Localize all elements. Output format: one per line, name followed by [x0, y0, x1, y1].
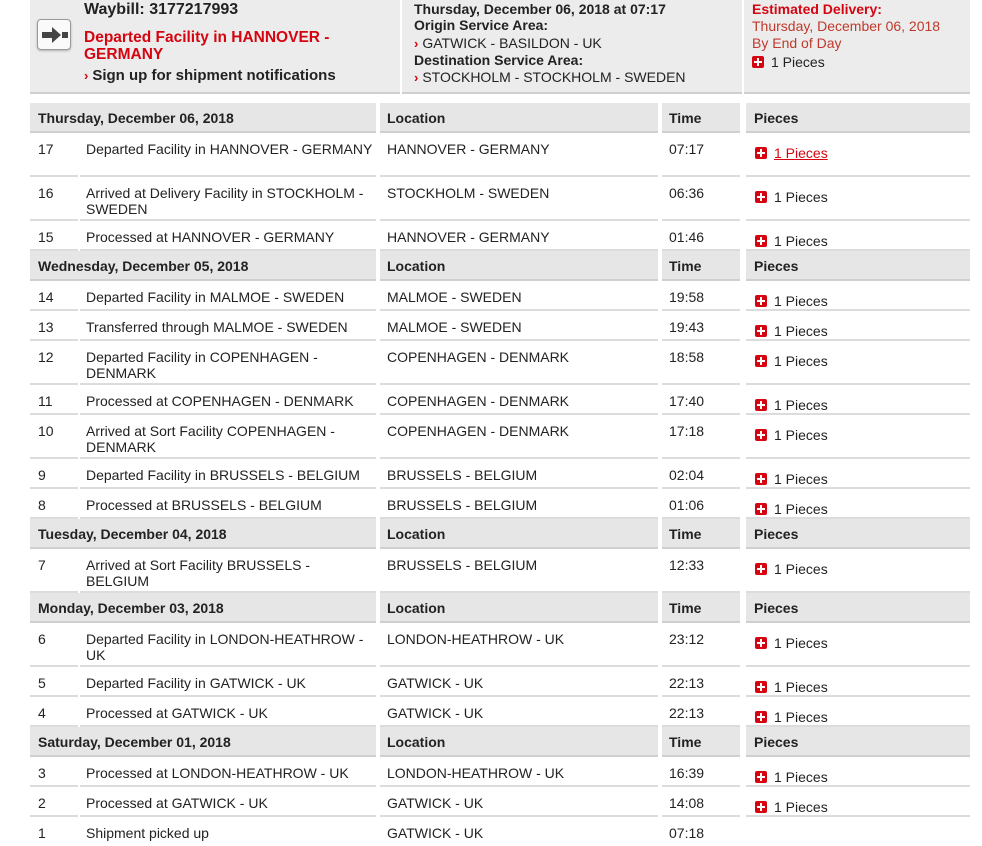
- event-row: [30, 489, 970, 519]
- event-pieces[interactable]: [746, 133, 970, 177]
- event-pieces[interactable]: [746, 415, 970, 459]
- event-number: 5: [30, 667, 78, 697]
- expand-plus-icon[interactable]: [755, 147, 767, 159]
- expand-plus-icon[interactable]: [755, 325, 767, 337]
- column-header-pieces: Pieces: [746, 519, 970, 549]
- expand-plus-icon[interactable]: [755, 711, 767, 723]
- column-header-time: Time: [662, 519, 740, 549]
- pieces-count: 1 Pieces: [774, 323, 828, 339]
- expand-plus-icon[interactable]: [755, 637, 767, 649]
- event-time: 16:39: [662, 757, 740, 787]
- pieces-count: 1 Pieces: [774, 769, 828, 785]
- column-header-pieces: Pieces: [746, 727, 970, 757]
- pieces-count: 1 Pieces: [774, 233, 828, 249]
- event-number: 15: [30, 221, 78, 251]
- event-number: 6: [30, 623, 78, 667]
- pieces-count: 1 Pieces: [774, 709, 828, 725]
- column-header-location: Location: [380, 593, 658, 623]
- event-time: 23:12: [662, 623, 740, 667]
- event-time: 22:13: [662, 667, 740, 697]
- event-time: 01:46: [662, 221, 740, 251]
- event-number: 9: [30, 459, 78, 489]
- expand-plus-icon[interactable]: [755, 563, 767, 575]
- event-number: 11: [30, 385, 78, 415]
- pieces-count: 1 Pieces: [774, 799, 828, 815]
- signup-notifications-link[interactable]: › Sign up for shipment notifications: [84, 67, 336, 84]
- event-pieces[interactable]: [746, 281, 970, 311]
- destination-label: Destination Service Area:: [414, 52, 584, 68]
- pieces-count: 1 Pieces: [774, 397, 828, 413]
- pieces-count: 1 Pieces: [774, 561, 828, 577]
- expand-plus-icon[interactable]: [752, 56, 764, 68]
- estimated-delivery-time: By End of Day: [752, 35, 842, 51]
- event-number: 13: [30, 311, 78, 341]
- event-number: 7: [30, 549, 78, 593]
- event-location: GATWICK - UK: [387, 825, 484, 841]
- shipment-summary: [30, 0, 970, 94]
- event-row: [30, 667, 970, 697]
- event-location: GATWICK - UK: [380, 667, 658, 697]
- event-pieces[interactable]: [746, 623, 970, 667]
- event-pieces[interactable]: [746, 787, 970, 817]
- event-description: Arrived at Sort Facility BRUSSELS - BELGIUM: [80, 549, 376, 593]
- event-time: 07:18: [669, 825, 705, 841]
- summary-icon-column: [30, 0, 76, 94]
- column-header-time: Time: [662, 593, 740, 623]
- expand-plus-icon[interactable]: [755, 771, 767, 783]
- event-number: 8: [30, 489, 78, 519]
- event-time: 02:04: [662, 459, 740, 489]
- expand-plus-icon[interactable]: [755, 503, 767, 515]
- summary-delivery-column: [746, 0, 970, 94]
- event-location: MALMOE - SWEDEN: [380, 311, 658, 341]
- day-date: Monday, December 03, 2018: [30, 593, 376, 623]
- day-date: Saturday, December 01, 2018: [30, 727, 376, 757]
- day-header-row: [30, 593, 970, 623]
- expand-plus-icon[interactable]: [755, 801, 767, 813]
- day-header-row: [30, 103, 970, 133]
- event-description: Processed at LONDON-HEATHROW - UK: [80, 757, 376, 787]
- pieces-count: 1 Pieces: [774, 635, 828, 651]
- event-location: COPENHAGEN - DENMARK: [380, 385, 658, 415]
- expand-plus-icon[interactable]: [755, 473, 767, 485]
- event-number: 17: [30, 133, 78, 177]
- event-row: [30, 311, 970, 341]
- event-pieces[interactable]: [746, 385, 970, 415]
- pieces-count: 1 Pieces: [774, 471, 828, 487]
- day-header-row: [30, 727, 970, 757]
- day-header-row: [30, 251, 970, 281]
- event-location: LONDON-HEATHROW - UK: [380, 623, 658, 667]
- arrow-right-icon: [37, 19, 71, 50]
- summary-pieces[interactable]: 1 Pieces: [752, 54, 825, 70]
- event-row: [30, 757, 970, 787]
- event-row: [30, 459, 970, 489]
- event-location: COPENHAGEN - DENMARK: [380, 415, 658, 459]
- event-row: [30, 787, 970, 817]
- event-description: Processed at BRUSSELS - BELGIUM: [80, 489, 376, 519]
- event-time: 06:36: [662, 177, 740, 221]
- event-description: Departed Facility in COPENHAGEN - DENMARK: [80, 341, 376, 385]
- expand-plus-icon[interactable]: [755, 191, 767, 203]
- chevron-right-icon: ›: [414, 36, 419, 51]
- event-pieces[interactable]: [746, 311, 970, 341]
- event-row: [30, 341, 970, 385]
- event-location: HANNOVER - GERMANY: [380, 133, 658, 177]
- event-row: [30, 281, 970, 311]
- day-date: Thursday, December 06, 2018: [30, 103, 376, 133]
- column-header-pieces: Pieces: [746, 251, 970, 281]
- column-header-pieces: Pieces: [746, 593, 970, 623]
- event-number: 14: [30, 281, 78, 311]
- event-row: [30, 549, 970, 593]
- event-description: Processed at COPENHAGEN - DENMARK: [80, 385, 376, 415]
- event-time: 12:33: [662, 549, 740, 593]
- event-time: 01:06: [662, 489, 740, 519]
- event-description: Arrived at Delivery Facility in STOCKHOLM - SWEDEN: [80, 177, 376, 221]
- event-location: MALMOE - SWEDEN: [380, 281, 658, 311]
- event-description: Shipment picked up: [86, 825, 209, 841]
- event-description: Departed Facility in GATWICK - UK: [80, 667, 376, 697]
- event-number: 16: [30, 177, 78, 221]
- event-number: 10: [30, 415, 78, 459]
- event-pieces[interactable]: [746, 341, 970, 385]
- event-number: 3: [30, 757, 78, 787]
- expand-plus-icon[interactable]: [755, 399, 767, 411]
- event-location: LONDON-HEATHROW - UK: [380, 757, 658, 787]
- expand-plus-icon[interactable]: [755, 681, 767, 693]
- event-time: 17:40: [662, 385, 740, 415]
- event-row: [30, 133, 970, 177]
- expand-plus-icon[interactable]: [755, 295, 767, 307]
- pieces-count: 1 Pieces: [774, 353, 828, 369]
- pieces-count: 1 Pieces: [774, 427, 828, 443]
- event-location: COPENHAGEN - DENMARK: [380, 341, 658, 385]
- event-pieces[interactable]: [746, 549, 970, 593]
- day-date: Tuesday, December 04, 2018: [30, 519, 376, 549]
- tracking-history-table: [30, 103, 970, 846]
- event-row: [30, 385, 970, 415]
- column-header-pieces: Pieces: [746, 103, 970, 133]
- origin-label: Origin Service Area:: [414, 17, 549, 33]
- event-row: [30, 415, 970, 459]
- event-description: Transferred through MALMOE - SWEDEN: [80, 311, 376, 341]
- event-time: 22:13: [662, 697, 740, 727]
- pieces-count: 1 Pieces: [774, 293, 828, 309]
- last-update: Thursday, December 06, 2018 at 07:17: [414, 1, 666, 17]
- event-location: BRUSSELS - BELGIUM: [380, 459, 658, 489]
- pieces-count: 1 Pieces: [774, 501, 828, 517]
- column-header-location: Location: [380, 251, 658, 281]
- event-description: Departed Facility in MALMOE - SWEDEN: [80, 281, 376, 311]
- chevron-right-icon: ›: [84, 68, 89, 83]
- column-header-location: Location: [380, 727, 658, 757]
- pieces-count: 1 Pieces: [774, 679, 828, 695]
- event-pieces[interactable]: [746, 697, 970, 727]
- event-description: Processed at GATWICK - UK: [80, 697, 376, 727]
- event-location: HANNOVER - GERMANY: [380, 221, 658, 251]
- expand-plus-icon[interactable]: [755, 235, 767, 247]
- event-number: 12: [30, 341, 78, 385]
- event-pieces[interactable]: [746, 667, 970, 697]
- event-location: BRUSSELS - BELGIUM: [380, 549, 658, 593]
- pieces-count[interactable]: 1 Pieces: [774, 145, 828, 161]
- event-time: 18:58: [662, 341, 740, 385]
- column-header-location: Location: [380, 519, 658, 549]
- origin-value: › GATWICK - BASILDON - UK: [414, 35, 602, 51]
- event-description: Departed Facility in LONDON-HEATHROW - UK: [80, 623, 376, 667]
- waybill-number: Waybill: 3177217993: [84, 1, 239, 18]
- event-description: Processed at GATWICK - UK: [80, 787, 376, 817]
- day-date: Wednesday, December 05, 2018: [30, 251, 376, 281]
- summary-waybill-column: [76, 0, 402, 94]
- summary-route-column: [404, 0, 744, 94]
- chevron-right-icon: ›: [414, 70, 419, 85]
- event-time: 19:58: [662, 281, 740, 311]
- event-time: 14:08: [662, 787, 740, 817]
- event-pieces: [746, 817, 970, 846]
- event-description: Arrived at Sort Facility COPENHAGEN - DENMARK: [80, 415, 376, 459]
- event-location: GATWICK - UK: [380, 697, 658, 727]
- destination-value: › STOCKHOLM - STOCKHOLM - SWEDEN: [414, 69, 686, 85]
- estimated-delivery-label: Estimated Delivery:: [752, 1, 882, 17]
- day-header-row: [30, 519, 970, 549]
- event-row: [30, 221, 970, 251]
- estimated-delivery-date: Thursday, December 06, 2018: [752, 18, 941, 34]
- column-header-location: Location: [380, 103, 658, 133]
- event-location: STOCKHOLM - SWEDEN: [380, 177, 658, 221]
- event-pieces[interactable]: [746, 459, 970, 489]
- column-header-time: Time: [662, 103, 740, 133]
- event-row: [30, 623, 970, 667]
- event-pieces[interactable]: [746, 757, 970, 787]
- event-number: 1: [38, 825, 46, 841]
- event-description: Departed Facility in HANNOVER - GERMANY: [80, 133, 376, 177]
- event-row: [30, 817, 970, 846]
- current-status: Departed Facility in HANNOVER - GERMANY: [84, 29, 330, 63]
- event-location: BRUSSELS - BELGIUM: [380, 489, 658, 519]
- expand-plus-icon[interactable]: [755, 355, 767, 367]
- event-pieces[interactable]: [746, 177, 970, 221]
- pieces-count: 1 Pieces: [774, 189, 828, 205]
- event-description: Processed at HANNOVER - GERMANY: [80, 221, 376, 251]
- event-location: GATWICK - UK: [380, 787, 658, 817]
- event-time: 17:18: [662, 415, 740, 459]
- event-time: 07:17: [662, 133, 740, 177]
- column-header-time: Time: [662, 727, 740, 757]
- event-pieces[interactable]: [746, 489, 970, 519]
- event-row: [30, 697, 970, 727]
- event-description: Departed Facility in BRUSSELS - BELGIUM: [80, 459, 376, 489]
- event-row: [30, 177, 970, 221]
- event-pieces[interactable]: [746, 221, 970, 251]
- expand-plus-icon[interactable]: [755, 429, 767, 441]
- event-time: 19:43: [662, 311, 740, 341]
- event-number: 2: [30, 787, 78, 817]
- column-header-time: Time: [662, 251, 740, 281]
- event-number: 4: [30, 697, 78, 727]
